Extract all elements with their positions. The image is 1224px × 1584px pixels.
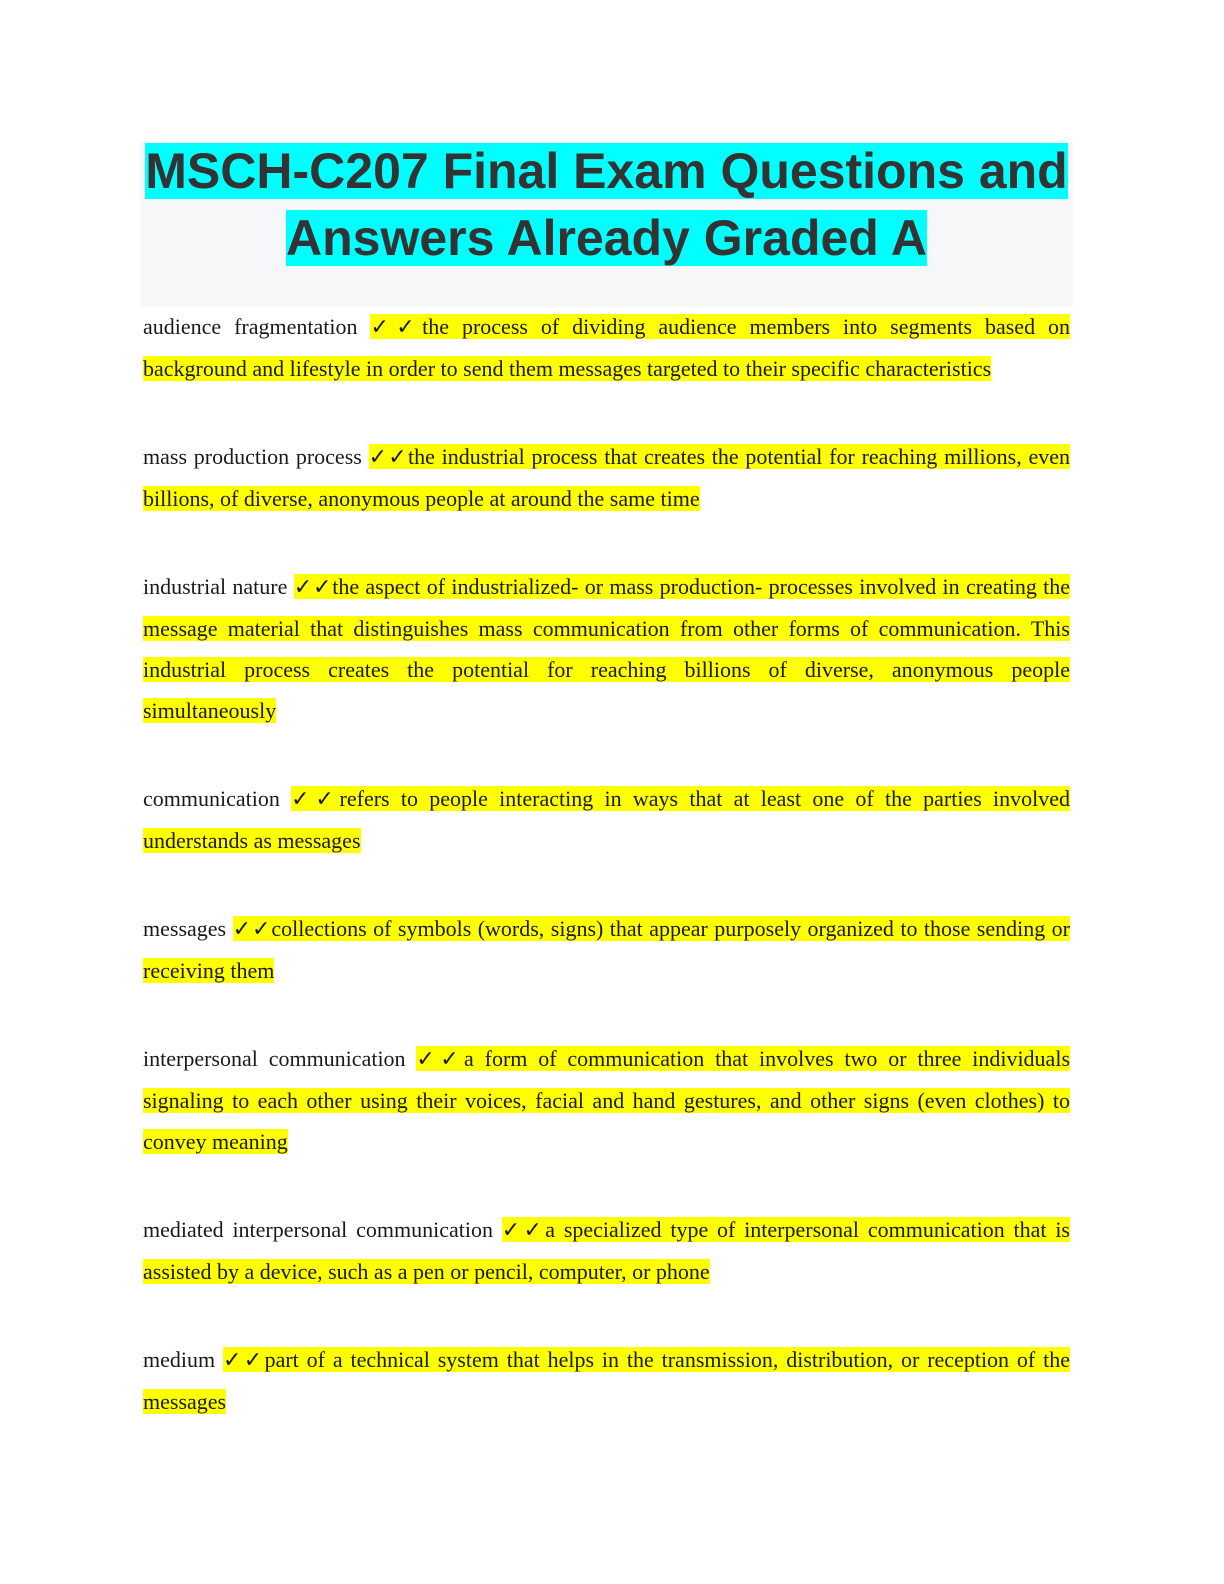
qa-entry bbox=[143, 1209, 1070, 1292]
check-mark-icon: ✓✓ bbox=[232, 917, 272, 942]
check-mark-icon: ✓✓ bbox=[501, 1218, 546, 1243]
entry-term: medium bbox=[143, 1347, 216, 1372]
entry-term: mediated interpersonal communication bbox=[143, 1217, 493, 1242]
check-mark-icon: ✓✓ bbox=[368, 445, 408, 470]
entry-term: industrial nature bbox=[143, 574, 288, 599]
entry-definition: the process of dividing audience members into segments based on background and lifestyle in order to send them messages targeted to their specific characteristics bbox=[143, 314, 1070, 381]
qa-entry bbox=[143, 908, 1070, 991]
entry-definition: the industrial process that creates the potential for reaching millions, even billions, of diverse, anonymous people at around the same time bbox=[143, 444, 1070, 511]
title-line-1: MSCH-C207 Final Exam Questions and bbox=[145, 143, 1068, 199]
qa-entry bbox=[143, 306, 1070, 389]
entry-term: interpersonal communication bbox=[143, 1046, 406, 1071]
entry-definition: a form of communication that involves two or three individuals signaling to each other using their voices, facial and hand gestures, and other signs (even clothes) to convey meaning bbox=[143, 1046, 1071, 1154]
entry-answer bbox=[143, 1347, 1070, 1414]
qa-entry bbox=[143, 436, 1070, 519]
check-mark-icon: ✓✓ bbox=[370, 315, 423, 340]
entry-answer bbox=[143, 916, 1070, 983]
entry-term: messages bbox=[143, 916, 227, 941]
entry-definition: the aspect of industrialized- or mass production- processes involved in creating the message material that distinguishes mass communication from other forms of communication. This industrial process creates the potential for reaching billions of diverse, anonymous people simultaneously bbox=[143, 574, 1071, 723]
title-line-2: Answers Already Graded A bbox=[286, 210, 927, 266]
entry-term: mass production process bbox=[143, 444, 362, 469]
entry-definition: a specialized type of interpersonal communication that is assisted by a device, such as a pen or pencil, computer, or phone bbox=[143, 1217, 1070, 1284]
entry-answer bbox=[143, 786, 1070, 853]
check-mark-icon: ✓✓ bbox=[293, 575, 333, 600]
check-mark-icon: ✓✓ bbox=[291, 787, 340, 812]
check-mark-icon: ✓✓ bbox=[416, 1047, 464, 1072]
qa-list bbox=[143, 306, 1070, 1422]
check-mark-icon: ✓✓ bbox=[222, 1348, 265, 1373]
qa-entry bbox=[143, 778, 1070, 861]
entry-definition: refers to people interacting in ways that at least one of the parties involved understands as messages bbox=[143, 786, 1071, 853]
qa-entry bbox=[143, 1038, 1070, 1162]
qa-entry bbox=[143, 1339, 1070, 1422]
entry-definition: collections of symbols (words, signs) that appear purposely organized to those sending or receiving them bbox=[143, 916, 1071, 983]
entry-term: communication bbox=[143, 786, 280, 811]
title-block bbox=[140, 142, 1073, 306]
entry-definition: part of a technical system that helps in the transmission, distribution, or reception of the messages bbox=[143, 1347, 1070, 1414]
qa-entry bbox=[143, 566, 1070, 731]
entry-term: audience fragmentation bbox=[143, 314, 358, 339]
